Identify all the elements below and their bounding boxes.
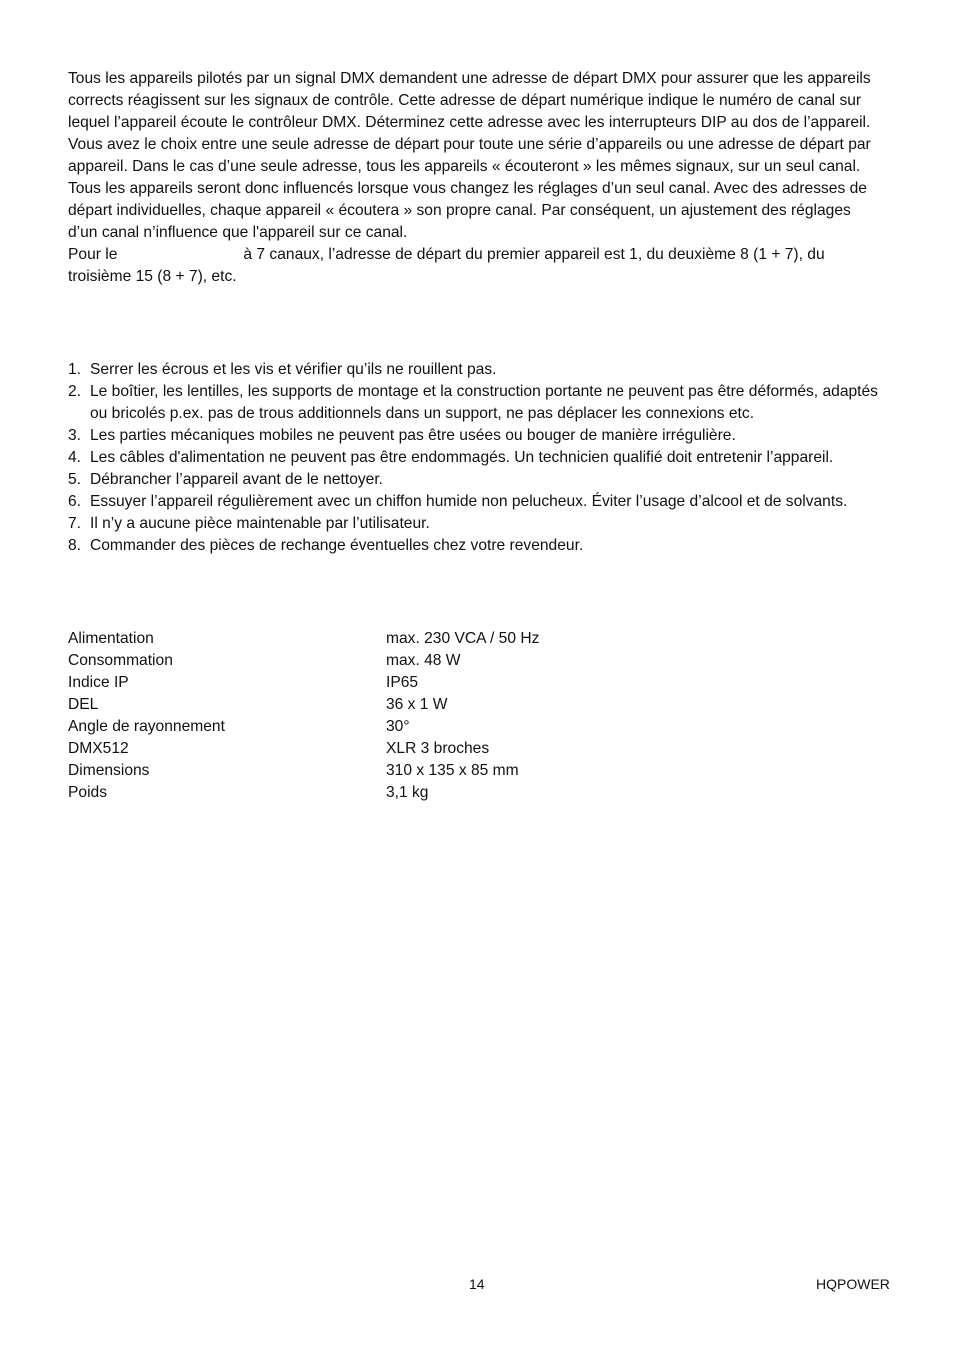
spec-value: 30° [386, 718, 410, 735]
table-row [68, 738, 539, 760]
specifications-table [68, 628, 539, 804]
spec-value: 36 x 1 W [386, 696, 448, 713]
table-row [68, 650, 539, 672]
table-row [68, 672, 539, 694]
list-item [68, 425, 898, 447]
spec-value: XLR 3 broches [386, 740, 490, 757]
example-line-2: troisième 15 (8 + 7), etc. [68, 268, 237, 285]
intro-line: d’un canal n’influence que l'appareil sur ce canal. [68, 224, 408, 241]
list-item [68, 491, 898, 513]
list-item [68, 513, 898, 535]
item-text: Le boîtier, les lentilles, les supports de montage et la construction portante ne peuvent pas être déformés, adaptés ou bricolés p.ex. pas de trous additionnels dans un support, ne pas déplacer les connexions etc. [90, 383, 878, 422]
item-text: Débrancher l’appareil avant de le nettoyer. [90, 471, 383, 488]
intro-line: corrects réagissent sur les signaux de contrôle. Cette adresse de départ numérique indique le numéro de canal sur [68, 92, 862, 109]
spec-value: 3,1 kg [386, 784, 429, 801]
table-row [68, 694, 539, 716]
spec-value: 310 x 135 x 85 mm [386, 762, 519, 779]
brand-name: HQPOWER [816, 1276, 890, 1292]
spec-label: Poids [68, 784, 108, 801]
item-number: 6. [68, 493, 82, 510]
spec-label: Indice IP [68, 674, 129, 691]
item-text: Serrer les écrous et les vis et vérifier qu’ils ne rouillent pas. [90, 361, 497, 378]
example-rest: à 7 canaux, l’adresse de départ du premier appareil est 1, du deuxième 8 (1 + 7), du [243, 246, 825, 263]
spec-label: Alimentation [68, 630, 154, 647]
item-text: Essuyer l’appareil régulièrement avec un chiffon humide non pelucheux. Éviter l’usage d’alcool et de solvants. [90, 493, 848, 510]
spec-value: IP65 [386, 674, 419, 691]
item-number: 5. [68, 471, 82, 488]
spec-label: Dimensions [68, 762, 150, 779]
spec-value: max. 230 VCA / 50 Hz [386, 630, 540, 647]
spec-label: DEL [68, 696, 99, 713]
list-item [68, 535, 898, 557]
intro-line: départ individuelles, chaque appareil « écoutera » son propre canal. Par conséquent, un ajustement des réglages [68, 202, 851, 219]
intro-line: Tous les appareils seront donc influencés lorsque vous changez les réglages d’un seul canal. Avec des adresses de [68, 180, 867, 197]
item-number: 1. [68, 361, 82, 378]
table-row [68, 716, 539, 738]
spec-label: Consommation [68, 652, 173, 669]
spec-label: DMX512 [68, 740, 129, 757]
page-number: 14 [469, 1276, 485, 1292]
table-row [68, 760, 539, 782]
item-text: Les parties mécaniques mobiles ne peuvent pas être usées ou bouger de manière irrégulière. [90, 427, 736, 444]
intro-line: Vous avez le choix entre une seule adresse de départ pour toute une série d’appareils ou une adresse de départ par [68, 136, 871, 153]
maintenance-list [68, 359, 898, 557]
intro-line: appareil. Dans le cas d’une seule adresse, tous les appareils « écouteront » les mêmes signaux, sur un seul canal. [68, 158, 861, 175]
intro-line: lequel l’appareil écoute le contrôleur DMX. Déterminez cette adresse avec les interrupteurs DIP au dos de l’appareil. [68, 114, 871, 131]
list-item [68, 469, 898, 491]
list-item [68, 359, 898, 381]
example-prefix: Pour le [68, 246, 118, 263]
dmx-address-paragraph [68, 68, 898, 288]
spec-value: max. 48 W [386, 652, 461, 669]
item-number: 3. [68, 427, 82, 444]
item-number: 2. [68, 383, 82, 400]
example-line [68, 244, 898, 266]
item-number: 8. [68, 537, 82, 554]
list-item [68, 447, 898, 469]
item-number: 7. [68, 515, 82, 532]
table-row [68, 782, 539, 804]
item-number: 4. [68, 449, 82, 466]
item-text: Les câbles d'alimentation ne peuvent pas être endommagés. Un technicien qualifié doit entretenir l’appareil. [90, 449, 834, 466]
item-text: Il n’y a aucune pièce maintenable par l’utilisateur. [90, 515, 430, 532]
table-row [68, 628, 539, 650]
list-item [68, 381, 898, 425]
spec-label: Angle de rayonnement [68, 718, 225, 735]
intro-line: Tous les appareils pilotés par un signal DMX demandent une adresse de départ DMX pour assurer que les appareils [68, 70, 871, 87]
item-text: Commander des pièces de rechange éventuelles chez votre revendeur. [90, 537, 584, 554]
